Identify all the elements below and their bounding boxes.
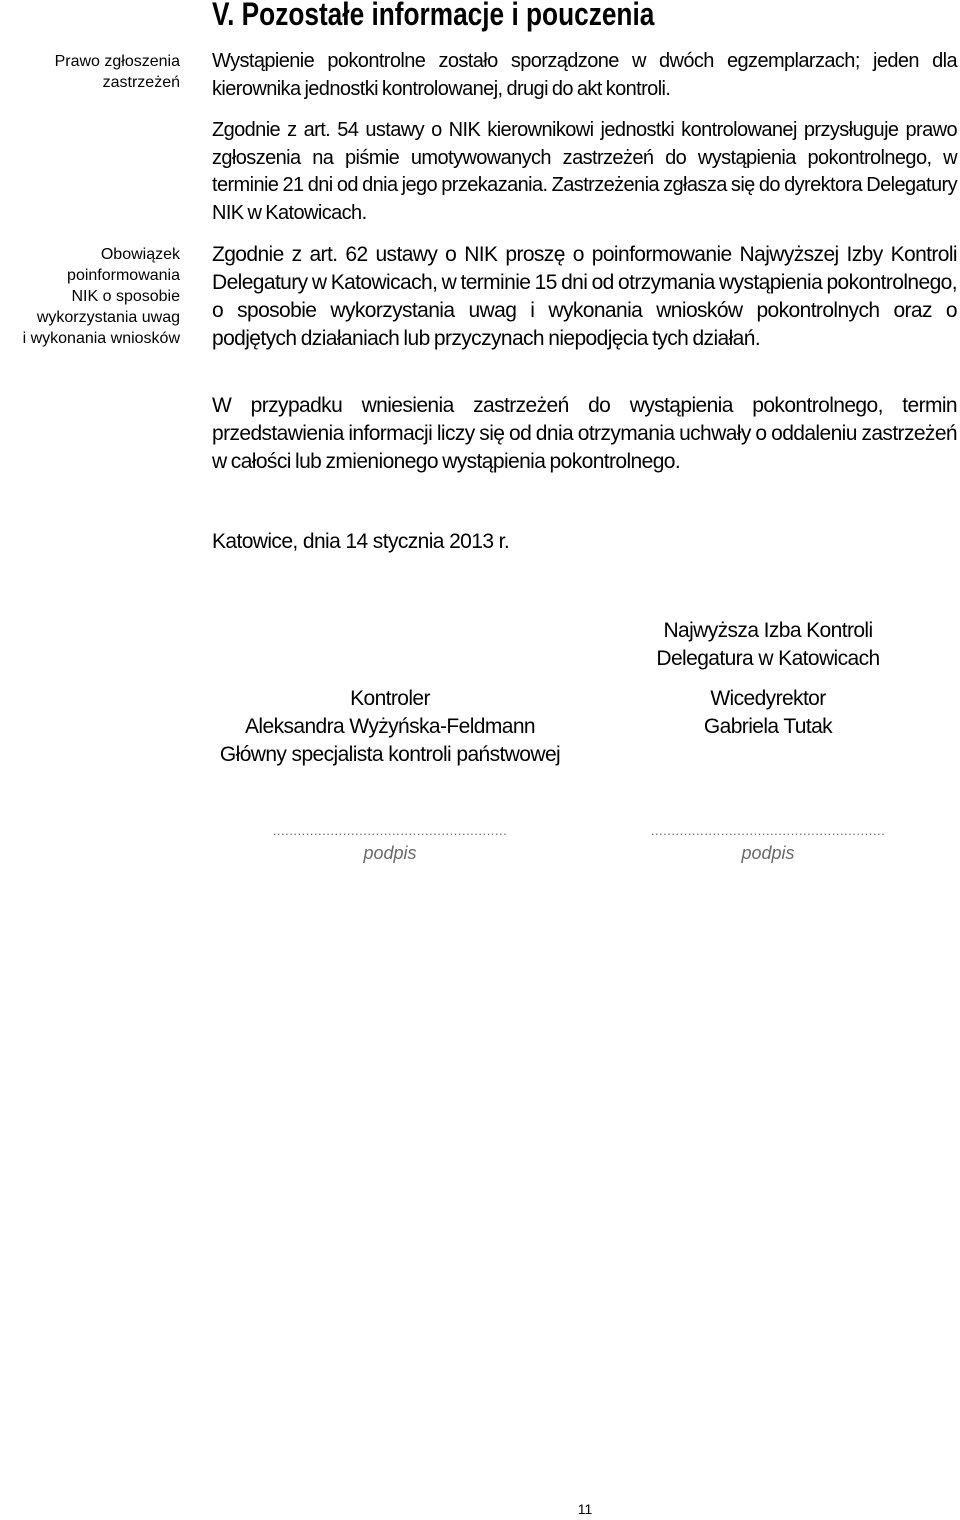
margin-note-right-to-object bbox=[10, 51, 180, 93]
institution-name: Najwyższa Izba Kontroli bbox=[663, 619, 873, 642]
signatory-right bbox=[598, 685, 938, 741]
signatory-left bbox=[190, 685, 590, 769]
paragraph-objection-deadline: W przypadku wniesienia zastrzeżeń do wystąpienia pokontrolnego, termin przedstawienia informacji liczy się od dnia otrzymania uchwały o oddaleniu zastrzeżeń w całości lub zmienionego wystąpienia pokontrolnego. bbox=[212, 394, 957, 473]
institution-header bbox=[598, 617, 938, 673]
margin-note-obligation-to-inform bbox=[10, 244, 180, 349]
signature-line-left: ......................................................... bbox=[272, 823, 508, 838]
section-heading: V. Pozostałe informacje i pouczenia bbox=[212, 0, 655, 32]
signatory-role: Wicedyrektor bbox=[710, 687, 826, 710]
signatory-role: Kontroler bbox=[350, 687, 430, 710]
paragraph-right-to-object: Zgodnie z art. 54 ustawy o NIK kierownikowi jednostki kontrolowanej przysługuje prawo zgłoszenia na piśmie umotywowanych zastrzeżeń do wystąpienia pokontrolnego, w terminie 21 dni od dnia jego przekazania. Zastrzeżenia zgłasza się do dyrektora Delegatury NIK w Katowicach. bbox=[212, 119, 957, 224]
paragraph-copies: Wystąpienie pokontrolne zostało sporządzone w dwóch egzemplarzach; jeden dla kierownika jednostki kontrolowanej, drugi do akt kontroli. bbox=[212, 50, 957, 100]
place-and-date: Katowice, dnia 14 stycznia 2013 r. bbox=[212, 530, 510, 553]
margin-note-line: wykorzystania uwag bbox=[36, 309, 180, 326]
paragraph-obligation-to-inform: Zgodnie z art. 62 ustawy o NIK proszę o poinformowanie Najwyższej Izby Kontroli Delegatury w Katowicach, w terminie 15 dni od otrzymania wystąpienia pokontrolnego, o sposobie wykorzystania uwag i wykonania wniosków pokontrolnych oraz o podjętych działaniach lub przyczynach niepodjęcia tych działań. bbox=[212, 243, 957, 350]
margin-note-line: zastrzeżeń bbox=[102, 74, 180, 91]
margin-note-line: i wykonania wniosków bbox=[22, 330, 180, 347]
signatory-name: Gabriela Tutak bbox=[703, 715, 833, 738]
margin-note-line: poinformowania bbox=[67, 267, 180, 284]
signature-label-right: podpis bbox=[741, 843, 795, 863]
margin-note-line: Obowiązek bbox=[100, 246, 180, 263]
signature-line-right: ......................................................... bbox=[650, 823, 886, 838]
signatory-name: Aleksandra Wyżyńska-Feldmann bbox=[245, 715, 535, 738]
institution-branch: Delegatura w Katowicach bbox=[656, 647, 880, 670]
page-number: 11 bbox=[577, 1501, 593, 1517]
signature-label-left: podpis bbox=[363, 843, 417, 863]
margin-note-line: NIK o sposobie bbox=[71, 288, 180, 305]
signatory-title: Główny specjalista kontroli państwowej bbox=[219, 743, 561, 766]
margin-note-line: Prawo zgłoszenia bbox=[54, 53, 180, 70]
